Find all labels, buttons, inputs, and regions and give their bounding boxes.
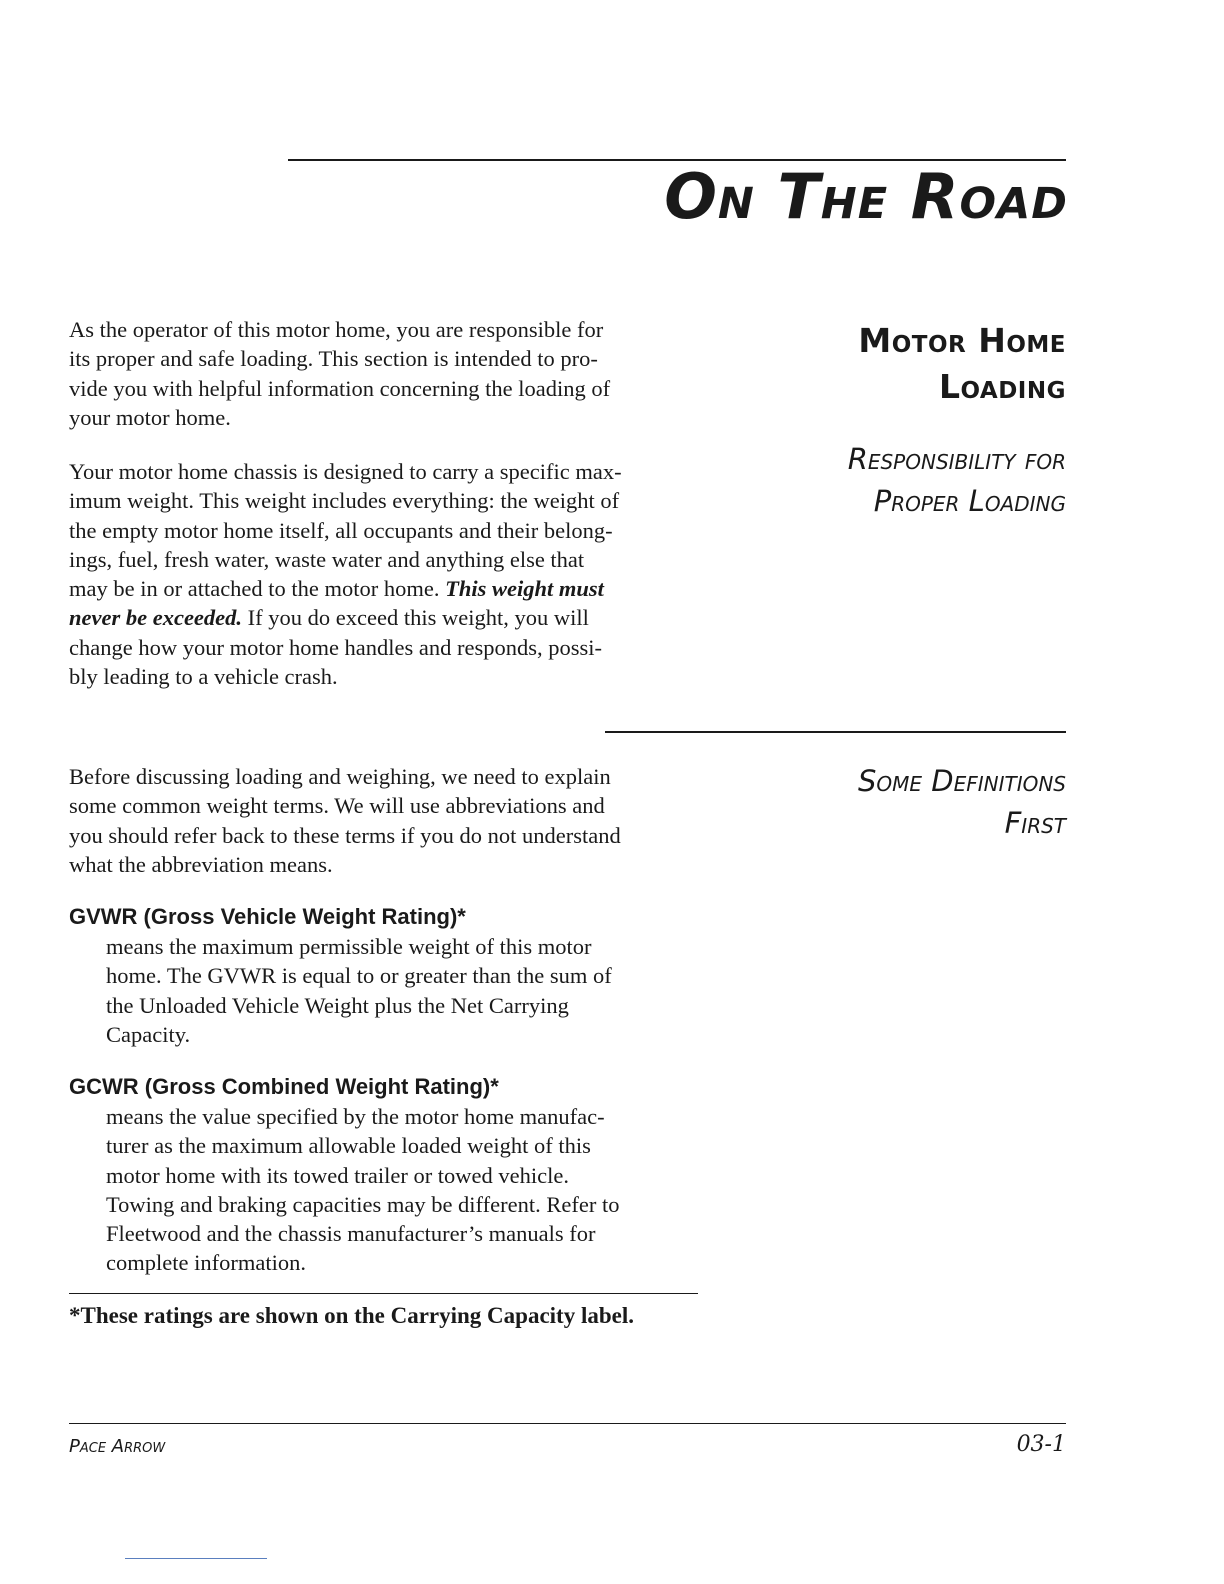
text-line: bly leading to a vehicle crash. xyxy=(69,664,338,690)
text-line: some common weight terms. We will use abbreviations and xyxy=(69,793,605,819)
text-line: the Unloaded Vehicle Weight plus the Net Carrying xyxy=(106,992,569,1018)
text-run: may be in or attached to the motor home. xyxy=(69,576,446,602)
text-line: the empty motor home itself, all occupants and their belong- xyxy=(69,517,613,543)
footer-rule xyxy=(69,1423,1066,1424)
emphasis-text: never be exceeded. xyxy=(69,605,243,631)
intro-paragraph xyxy=(69,315,709,432)
text-line: means the maximum permissible weight of this motor xyxy=(106,934,592,959)
gvwr-heading: GVWR (Gross Vehicle Weight Rating)* xyxy=(69,904,466,929)
footer-page-number: 03-1 xyxy=(1016,1432,1066,1457)
gcwr-definition xyxy=(106,1102,706,1278)
footnote: *These ratings are shown on the Carrying Capacity label. xyxy=(69,1303,634,1328)
text-line: imum weight. This weight includes everything: the weight of xyxy=(69,488,620,514)
text-line: you should refer back to these terms if you do not understand xyxy=(69,822,621,848)
text-line: vide you with helpful information concerning the loading of xyxy=(69,375,611,401)
text-line: Fleetwood and the chassis manufacturer’s manuals for xyxy=(106,1221,596,1247)
text-line xyxy=(69,574,709,603)
gvwr-definition xyxy=(106,932,706,1049)
definitions-intro-paragraph xyxy=(69,762,709,879)
subheading-definitions-line2: First xyxy=(1004,806,1066,840)
section-heading-line1: Motor Home xyxy=(858,321,1066,360)
footnote-rule xyxy=(69,1293,698,1294)
text-line: home. The GVWR is equal to or greater than the sum of xyxy=(106,963,612,989)
text-line: your motor home. xyxy=(69,404,231,430)
subheading-responsibility xyxy=(760,438,1066,522)
text-line: motor home with its towed trailer or towed vehicle. xyxy=(106,1162,570,1188)
text-line: complete information. xyxy=(106,1250,306,1276)
section-heading-line2: Loading xyxy=(938,367,1066,406)
section-heading xyxy=(760,318,1066,410)
text-line xyxy=(69,603,709,632)
text-line: Your motor home chassis is designed to carry a specific max- xyxy=(69,459,622,484)
subheading-responsibility-line2: Proper Loading xyxy=(873,484,1066,518)
text-run: If you do exceed this weight, you will xyxy=(242,605,589,631)
gcwr-heading: GCWR (Gross Combined Weight Rating)* xyxy=(69,1074,499,1099)
page-title: On The Road xyxy=(664,160,1068,233)
subheading-definitions-line1: Some Definitions xyxy=(857,764,1066,798)
footer-manual-name: Pace Arrow xyxy=(69,1436,166,1457)
text-line: means the value specified by the motor home manufac- xyxy=(106,1104,605,1129)
text-line: change how your motor home handles and responds, possi- xyxy=(69,634,603,660)
text-line: Capacity. xyxy=(106,1021,191,1047)
text-line: turer as the maximum allowable loaded weight of this xyxy=(106,1133,591,1159)
text-line: Before discussing loading and weighing, we need to explain xyxy=(69,764,611,789)
section-divider xyxy=(605,731,1066,733)
emphasis-text: This weight must xyxy=(445,576,604,602)
subheading-responsibility-line1: Responsibility for xyxy=(847,442,1066,476)
subheading-definitions xyxy=(760,760,1066,844)
text-line: what the abbreviation means. xyxy=(69,851,333,877)
weight-paragraph xyxy=(69,457,709,691)
scan-artifact-line xyxy=(125,1558,267,1559)
text-line: Towing and braking capacities may be different. Refer to xyxy=(106,1191,620,1217)
text-line: its proper and safe loading. This section is intended to pro- xyxy=(69,346,598,372)
text-line: ings, fuel, fresh water, waste water and anything else that xyxy=(69,546,585,572)
text-line: As the operator of this motor home, you are responsible for xyxy=(69,317,604,342)
